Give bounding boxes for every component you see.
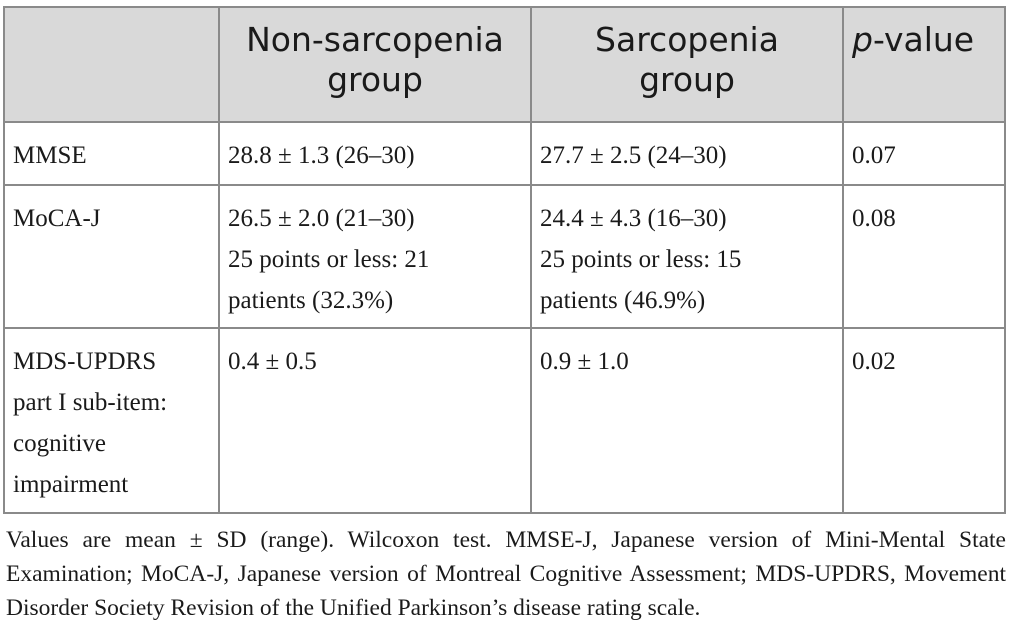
row-label: [4, 122, 219, 185]
cell-line: 0.4 ± 0.5: [228, 348, 317, 375]
cognitive-results-table: [3, 6, 1006, 514]
row-label-line: part I sub-item:: [13, 389, 168, 416]
non-sarcopenia-cell: [219, 328, 531, 513]
header-sarcopenia-line2: group: [639, 60, 735, 99]
header-p-rest: -value: [872, 20, 975, 59]
cell-line: 25 points or less: 15: [540, 246, 742, 273]
table-header-row: [4, 7, 1005, 122]
cell-line: 26.5 ± 2.0 (21–30): [228, 205, 415, 232]
cell-line: patients (46.9%): [540, 287, 706, 314]
non-sarcopenia-cell: [219, 185, 531, 328]
p-value-cell: 0.02: [843, 328, 1005, 513]
header-p-value: [843, 7, 1005, 122]
cell-line: 0.9 ± 1.0: [540, 348, 629, 375]
table-row-mds-updrs: [4, 328, 1005, 513]
header-sarcopenia-line1: Sarcopenia: [595, 20, 779, 59]
results-table-container: [3, 6, 1004, 514]
header-sarcopenia-group: [531, 7, 843, 122]
table-row-moca: [4, 185, 1005, 328]
non-sarcopenia-cell: [219, 122, 531, 185]
header-non-sarcopenia-line1: Non-sarcopenia: [246, 20, 504, 59]
sarcopenia-cell: [531, 328, 843, 513]
p-value-cell: 0.08: [843, 185, 1005, 328]
table-row-mmse: [4, 122, 1005, 185]
cell-line: 27.7 ± 2.5 (24–30): [540, 142, 727, 169]
row-label: [4, 328, 219, 513]
table-footnote: Values are mean ± SD (range). Wilcoxon test. MMSE-J, Japanese version of Mini-Mental State Examination; MoCA-J, Japanese version of Montreal Cognitive Assessment; MDS-UPDRS, Movement Disorder Society Revision of the Unified Parkinson’s disease rating scale.: [6, 527, 1006, 621]
cell-line: 28.8 ± 1.3 (26–30): [228, 142, 415, 169]
row-label-line: MDS-UPDRS: [13, 348, 157, 375]
row-label: [4, 185, 219, 328]
p-value-cell: 0.07: [843, 122, 1005, 185]
sarcopenia-cell: [531, 122, 843, 185]
header-non-sarcopenia-group: [219, 7, 531, 122]
cell-line: 24.4 ± 4.3 (16–30): [540, 205, 727, 232]
row-label-line: MMSE: [13, 142, 87, 169]
header-p-italic: p: [852, 20, 873, 59]
cell-line: 25 points or less: 21: [228, 246, 430, 273]
header-non-sarcopenia-line2: group: [327, 60, 423, 99]
row-label-line: MoCA-J: [13, 205, 101, 232]
row-label-line: impairment: [13, 471, 129, 498]
row-label-line: cognitive: [13, 430, 107, 457]
header-empty-cell: [4, 7, 219, 122]
cell-line: patients (32.3%): [228, 287, 394, 314]
sarcopenia-cell: [531, 185, 843, 328]
